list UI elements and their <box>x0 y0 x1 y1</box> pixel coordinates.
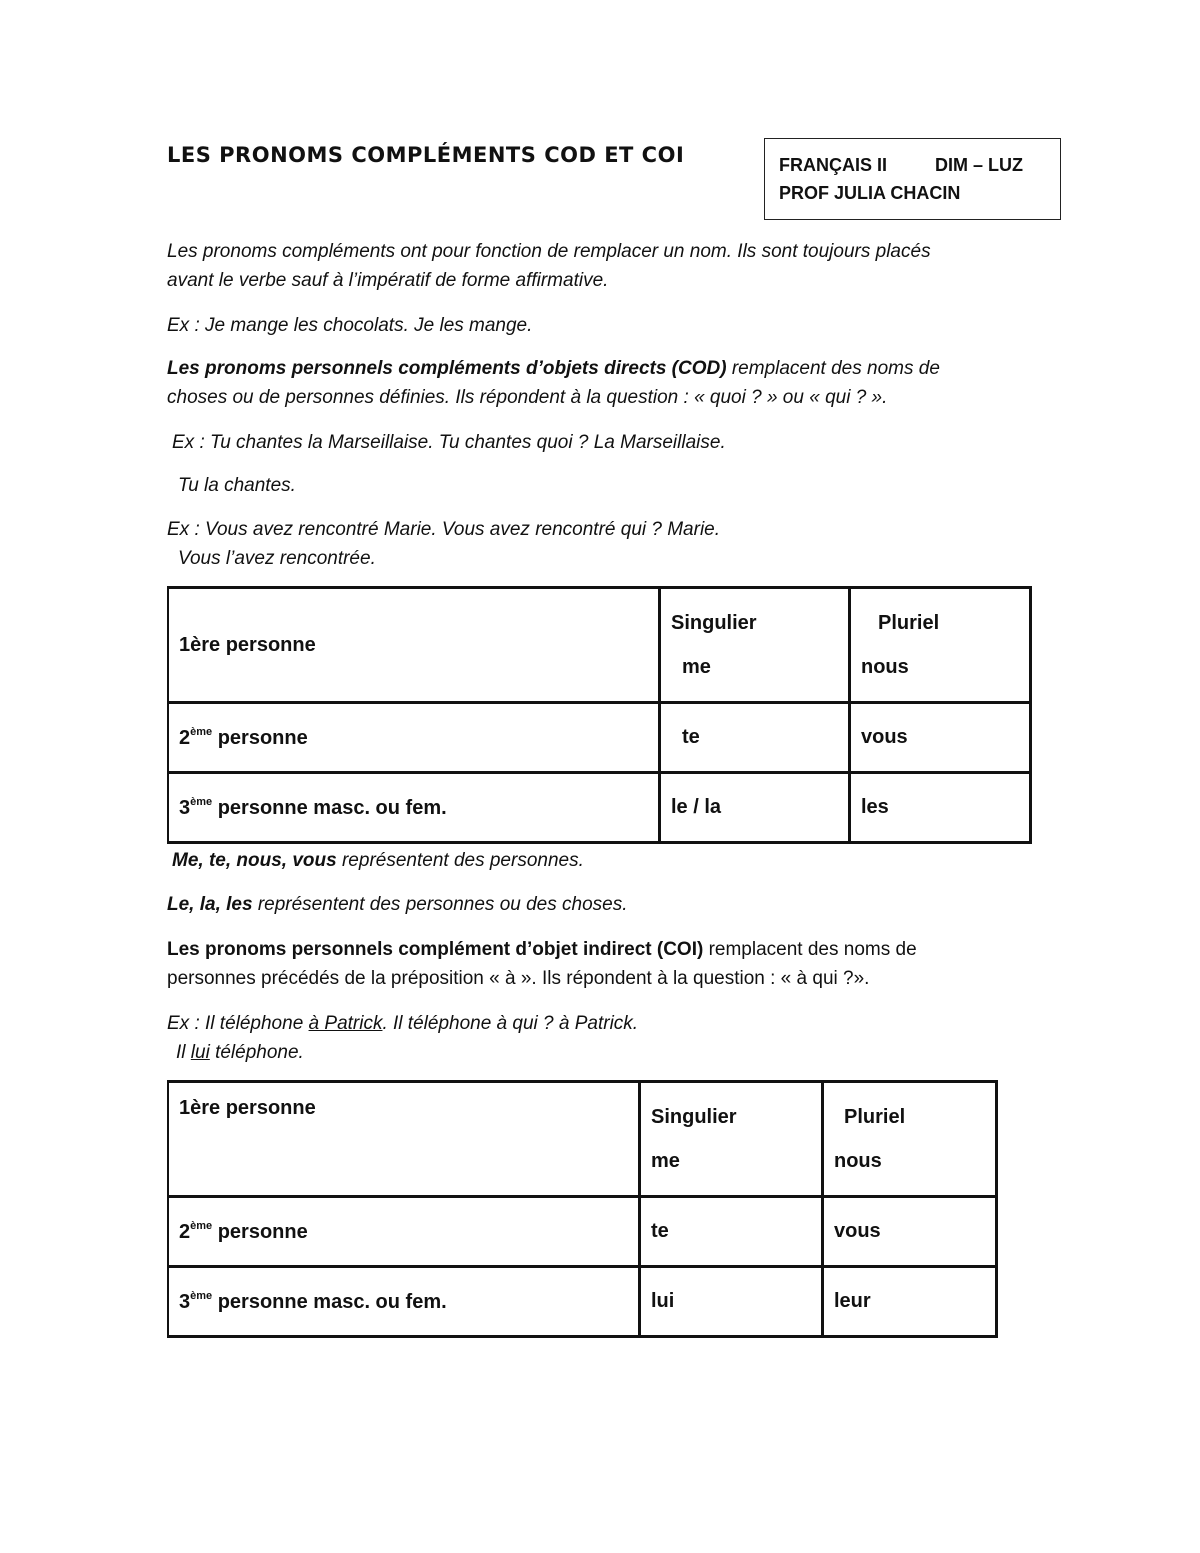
table-cell-plural: vous <box>850 703 1031 773</box>
cod-heading: Les pronoms personnels compléments d’objets directs (COD) <box>167 358 727 379</box>
plural-header: Pluriel <box>844 1106 906 1128</box>
table-cell-label: 3ème personne masc. ou fem. <box>168 773 660 843</box>
table-row <box>168 1267 997 1337</box>
course-group: DIM – LUZ <box>935 155 1023 175</box>
table-cell-singular <box>640 1082 823 1197</box>
table-cell-singular: lui <box>640 1267 823 1337</box>
coi-line-2: personnes précédés de la préposition « à ». Ils répondent à la question : « à qui ?». <box>167 968 870 989</box>
table-cell-label: 2ème personne <box>168 1197 640 1267</box>
cod-example-1-answer: Tu la chantes. <box>178 475 296 496</box>
table-cell-singular: te <box>660 703 850 773</box>
cod-note-1: Me, te, nous, vous représentent des personnes. <box>172 850 584 871</box>
plural-value: nous <box>861 656 909 678</box>
plural-value: nous <box>834 1150 882 1172</box>
course-info-box <box>764 138 1061 220</box>
table-cell-plural <box>850 588 1031 703</box>
intro-example: Ex : Je mange les chocolats. Je les mange. <box>167 315 533 336</box>
table-cell-label: 2ème personne <box>168 703 660 773</box>
singular-header: Singulier <box>651 1106 737 1128</box>
intro-line-2: avant le verbe sauf à l’impératif de forme affirmative. <box>167 270 609 291</box>
table-cell-plural <box>823 1082 997 1197</box>
coi-heading-rest: remplacent des noms de <box>703 939 917 960</box>
intro-line-1: Les pronoms compléments ont pour fonction de remplacer un nom. Ils sont toujours placés <box>167 241 931 262</box>
singular-value: me <box>682 656 711 678</box>
table-row <box>168 588 1031 703</box>
singular-value: me <box>651 1150 680 1172</box>
page-title: LES PRONOMS COMPLÉMENTS COD ET COI <box>167 143 685 167</box>
cod-pronoun-table <box>167 586 1032 844</box>
cod-line-2: choses ou de personnes définies. Ils répondent à la question : « quoi ? » ou « qui ? ». <box>167 387 888 408</box>
table-cell-plural: les <box>850 773 1031 843</box>
table-row <box>168 1082 997 1197</box>
table-cell-plural: leur <box>823 1267 997 1337</box>
table-row <box>168 703 1031 773</box>
plural-header: Pluriel <box>878 612 940 634</box>
table-cell-label: 1ère personne <box>168 1082 640 1197</box>
table-cell-label: 1ère personne <box>168 588 660 703</box>
table-cell-plural: vous <box>823 1197 997 1267</box>
teacher-name: PROF JULIA CHACIN <box>779 183 961 203</box>
singular-header: Singulier <box>671 612 757 634</box>
table-cell-singular: te <box>640 1197 823 1267</box>
coi-example: Ex : Il téléphone à Patrick. Il téléphone à qui ? à Patrick. <box>167 1013 639 1034</box>
cod-example-2-answer: Vous l’avez rencontrée. <box>178 548 376 569</box>
table-cell-singular <box>660 588 850 703</box>
cod-note-2: Le, la, les représentent des personnes ou des choses. <box>167 894 628 915</box>
table-cell-singular: le / la <box>660 773 850 843</box>
cod-paragraph <box>167 354 1047 412</box>
course-name: FRANÇAIS II <box>779 155 887 175</box>
table-row <box>168 773 1031 843</box>
cod-example-2: Ex : Vous avez rencontré Marie. Vous avez rencontré qui ? Marie. <box>167 519 721 540</box>
table-row <box>168 1197 997 1267</box>
cod-example-1: Ex : Tu chantes la Marseillaise. Tu chantes quoi ? La Marseillaise. <box>172 432 726 453</box>
cod-heading-rest: remplacent des noms de <box>726 358 940 379</box>
intro-paragraph <box>167 237 1047 295</box>
coi-heading: Les pronoms personnels complément d’objet indirect (COI) <box>167 939 704 960</box>
coi-paragraph <box>167 935 1047 993</box>
coi-example-answer: Il lui téléphone. <box>176 1042 304 1063</box>
coi-pronoun-table <box>167 1080 998 1338</box>
table-cell-label: 3ème personne masc. ou fem. <box>168 1267 640 1337</box>
